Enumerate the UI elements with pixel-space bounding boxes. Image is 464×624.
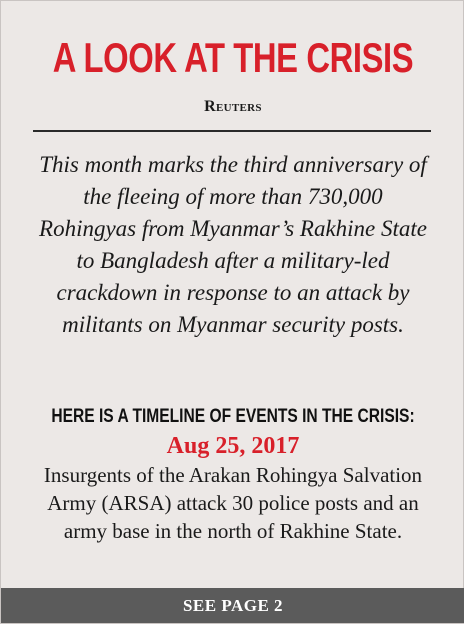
event-date: Aug 25, 2017 [166,433,300,459]
see-page-link[interactable] [1,588,464,623]
divider-rule [33,130,431,132]
see-page-label: SEE PAGE 2 [182,596,284,615]
intro-paragraph: This month marks the third anniversary of the fleeing of more than 730,000 Rohingyas from Myanmar’s Rakhine State to Bangladesh after a military-led crackdown in response to an attack by militants on Myanmar security posts. [39,152,427,337]
headline: A LOOK AT THE CRISIS [52,34,414,81]
event-description: Insurgents of the Arakan Rohingya Salvation Army (ARSA) attack 30 police posts and an army base in the north of Rakhine State. [43,463,423,543]
timeline-heading: HERE IS A TIMELINE OF EVENTS IN THE CRISIS: [51,406,415,427]
source-credit: Reuters [204,98,262,115]
